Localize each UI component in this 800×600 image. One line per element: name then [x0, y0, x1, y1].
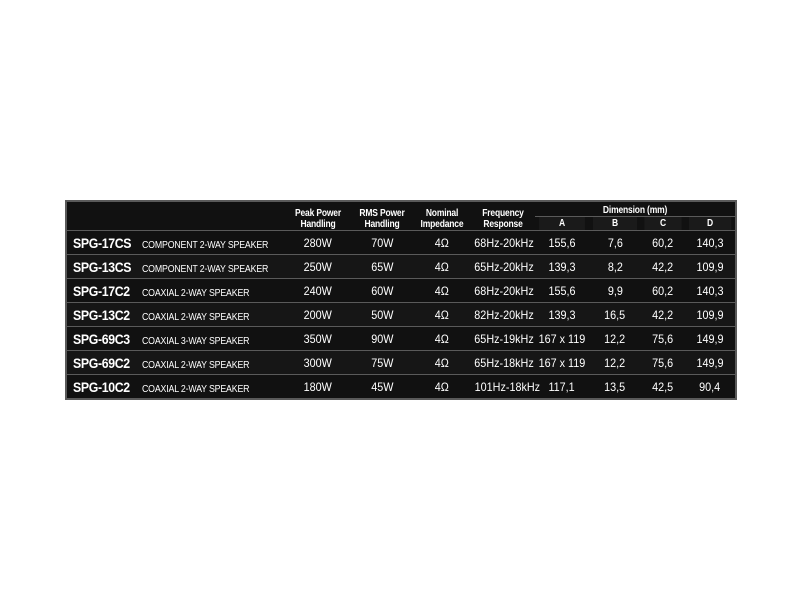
impedance-value: 4Ω	[434, 379, 450, 394]
impedance-cell	[413, 279, 471, 303]
dim-b-cell	[589, 351, 641, 375]
rms-power-cell	[351, 351, 413, 375]
dim-c-value: 75,6	[652, 355, 674, 370]
peak-power-cell	[285, 231, 351, 255]
dim-b-cell	[589, 279, 641, 303]
model-header-blank	[83, 202, 268, 231]
dim-c-value: 42,2	[652, 307, 674, 322]
rms-power-value: 65W	[370, 259, 394, 274]
peak-power-cell	[285, 351, 351, 375]
dim-a-cell	[535, 255, 589, 279]
dim-a-cell	[535, 279, 589, 303]
frequency-cell	[471, 375, 541, 399]
frequency-value: 68Hz-20kHz	[474, 283, 534, 298]
frequency-value: 68Hz-20kHz	[474, 235, 534, 250]
model-description: COMPONENT 2-WAY SPEAKER	[142, 239, 269, 251]
dim-b-value: 13,5	[604, 379, 626, 394]
frequency-header-line2: Response	[483, 219, 523, 230]
peak-power-cell	[285, 255, 351, 279]
dim-d-cell	[685, 351, 735, 375]
dim-d-value: 140,3	[696, 283, 724, 298]
spec-table-body	[67, 231, 735, 399]
impedance-value: 4Ω	[434, 259, 450, 274]
dim-d-value: 140,3	[696, 235, 724, 250]
dim-d-header: D	[689, 217, 732, 231]
table-row	[67, 351, 735, 375]
table-row	[67, 303, 735, 327]
impedance-value: 4Ω	[434, 331, 450, 346]
peak-power-cell	[285, 327, 351, 351]
dim-a-cell	[535, 303, 589, 327]
rms-power-cell	[351, 303, 413, 327]
dim-b-cell	[589, 303, 641, 327]
dim-c-cell	[641, 351, 685, 375]
peak-power-value: 250W	[303, 259, 333, 274]
table-row	[67, 279, 735, 303]
model-code: SPG-17C2	[73, 282, 130, 299]
rms-power-cell	[351, 327, 413, 351]
rms-power-value: 50W	[370, 307, 394, 322]
peak-power-value: 280W	[303, 235, 333, 250]
frequency-value: 65Hz-20kHz	[474, 259, 534, 274]
model-cell	[67, 231, 285, 255]
dim-b-cell	[589, 231, 641, 255]
frequency-cell	[471, 327, 535, 351]
dim-b-cell	[589, 375, 641, 399]
dim-a-value: 155,6	[548, 235, 576, 250]
frequency-value: 65Hz-18kHz	[474, 355, 534, 370]
peak-power-header-line2: Handling	[300, 219, 336, 230]
impedance-header-line1: Nominal	[425, 208, 459, 219]
rms-power-cell	[351, 231, 413, 255]
table-row	[67, 327, 735, 351]
rms-power-cell	[351, 375, 413, 399]
impedance-cell	[413, 231, 471, 255]
dim-a-cell	[535, 351, 589, 375]
impedance-cell	[413, 375, 471, 399]
model-code: SPG-17CS	[73, 234, 132, 251]
dim-a-value: 139,3	[548, 307, 576, 322]
speaker-spec-table-container	[65, 200, 737, 400]
speaker-spec-table	[67, 202, 735, 398]
model-description: COAXIAL 3-WAY SPEAKER	[142, 335, 250, 347]
dim-d-value: 109,9	[696, 259, 724, 274]
dim-c-value: 60,2	[652, 283, 674, 298]
dim-d-value: 149,9	[696, 331, 724, 346]
rms-power-value: 90W	[370, 331, 394, 346]
dim-d-value: 109,9	[696, 307, 724, 322]
dim-d-cell	[685, 375, 735, 399]
model-cell	[67, 303, 285, 327]
model-description: COMPONENT 2-WAY SPEAKER	[142, 263, 269, 275]
peak-power-value: 300W	[303, 355, 333, 370]
peak-power-cell	[285, 375, 351, 399]
peak-power-value: 200W	[303, 307, 333, 322]
rms-power-cell	[351, 279, 413, 303]
dim-c-cell	[641, 231, 685, 255]
dim-c-cell	[641, 375, 685, 399]
rms-power-value: 45W	[370, 379, 394, 394]
frequency-value: 65Hz-19kHz	[474, 331, 534, 346]
frequency-header	[476, 202, 530, 231]
dim-b-value: 12,2	[604, 331, 626, 346]
dim-a-cell	[535, 327, 589, 351]
dim-a-value: 167 x 119	[538, 331, 586, 346]
peak-power-value: 240W	[303, 283, 333, 298]
rms-power-header-line1: RMS Power	[359, 208, 405, 219]
impedance-cell	[413, 303, 471, 327]
peak-power-header	[290, 202, 346, 231]
dim-c-cell	[641, 303, 685, 327]
dim-b-cell	[589, 327, 641, 351]
dim-d-cell	[685, 303, 735, 327]
frequency-cell	[471, 255, 535, 279]
dim-d-cell	[685, 231, 735, 255]
peak-power-header-line1: Peak Power	[294, 208, 342, 219]
model-cell	[67, 351, 285, 375]
dim-a-cell	[535, 231, 589, 255]
dim-b-cell	[589, 255, 641, 279]
dim-b-value: 7,6	[607, 235, 623, 250]
dim-c-value: 42,5	[652, 379, 674, 394]
model-description: COAXIAL 2-WAY SPEAKER	[142, 359, 250, 371]
rms-power-value: 75W	[370, 355, 394, 370]
dim-d-cell	[685, 279, 735, 303]
impedance-cell	[413, 327, 471, 351]
dim-c-value: 42,2	[652, 259, 674, 274]
dim-d-cell	[685, 327, 735, 351]
model-description: COAXIAL 2-WAY SPEAKER	[142, 311, 250, 323]
table-row	[67, 375, 735, 399]
frequency-cell	[471, 351, 535, 375]
impedance-cell	[413, 351, 471, 375]
dim-a-value: 117,1	[548, 379, 576, 394]
dim-c-cell	[641, 255, 685, 279]
dim-b-value: 9,9	[607, 283, 623, 298]
impedance-value: 4Ω	[434, 283, 450, 298]
dim-d-value: 90,4	[699, 379, 721, 394]
model-cell	[67, 279, 285, 303]
dim-b-header: B	[593, 217, 637, 231]
dim-c-value: 60,2	[652, 235, 674, 250]
dim-a-value: 155,6	[548, 283, 576, 298]
impedance-value: 4Ω	[434, 307, 450, 322]
impedance-value: 4Ω	[434, 355, 450, 370]
model-code: SPG-13C2	[73, 306, 130, 323]
rms-power-cell	[351, 255, 413, 279]
dim-b-value: 12,2	[604, 355, 626, 370]
peak-power-cell	[285, 303, 351, 327]
peak-power-cell	[285, 279, 351, 303]
frequency-cell	[471, 279, 535, 303]
impedance-value: 4Ω	[434, 235, 450, 250]
frequency-cell	[471, 303, 535, 327]
frequency-value: 82Hz-20kHz	[474, 307, 534, 322]
table-row	[67, 255, 735, 279]
dim-b-value: 8,2	[607, 259, 623, 274]
model-code: SPG-69C3	[73, 330, 130, 347]
dim-a-header: A	[539, 217, 585, 231]
frequency-value: 101Hz-18kHz	[474, 379, 541, 394]
frequency-header-line1: Frequency	[482, 208, 524, 219]
rms-power-value: 70W	[370, 235, 394, 250]
dim-c-cell	[641, 327, 685, 351]
model-code: SPG-69C2	[73, 354, 130, 371]
rms-power-header	[356, 202, 409, 231]
dim-c-value: 75,6	[652, 331, 674, 346]
dim-d-cell	[685, 255, 735, 279]
dim-d-value: 149,9	[696, 355, 724, 370]
peak-power-value: 350W	[303, 331, 333, 346]
table-row	[67, 231, 735, 255]
rms-power-header-line2: Handling	[364, 219, 400, 230]
dim-a-value: 139,3	[548, 259, 576, 274]
frequency-cell	[471, 231, 535, 255]
dimension-header: Dimension (mm)	[550, 202, 720, 217]
dim-a-cell	[535, 375, 589, 399]
model-cell	[67, 255, 285, 279]
model-code: SPG-13CS	[73, 258, 132, 275]
rms-power-value: 60W	[370, 283, 394, 298]
model-cell	[67, 327, 285, 351]
impedance-header-line2: Impedance	[420, 219, 464, 230]
model-description: COAXIAL 2-WAY SPEAKER	[142, 287, 250, 299]
model-description: COAXIAL 2-WAY SPEAKER	[142, 383, 250, 395]
peak-power-value: 180W	[303, 379, 333, 394]
impedance-header	[417, 202, 466, 231]
model-cell	[67, 375, 285, 399]
dim-a-value: 167 x 119	[538, 355, 586, 370]
dim-b-value: 16,5	[604, 307, 626, 322]
impedance-cell	[413, 255, 471, 279]
model-code: SPG-10C2	[73, 378, 130, 395]
dim-c-cell	[641, 279, 685, 303]
dim-c-header: C	[644, 217, 681, 231]
